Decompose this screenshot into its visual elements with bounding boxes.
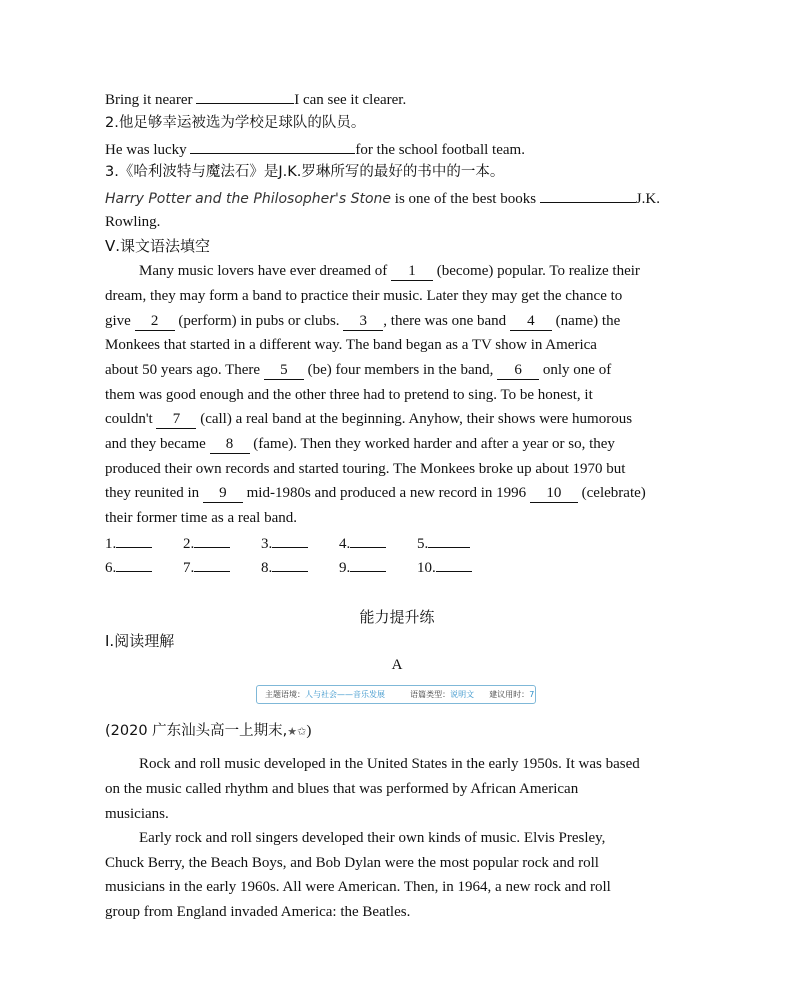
- q3-chinese: 3.《哈利波特与魔法石》是J.K.罗琳所写的最好的书中的一本。: [105, 164, 505, 180]
- passage-label: A: [391, 657, 403, 673]
- q3-english-cont: Rowling.: [105, 214, 161, 230]
- reading-heading: Ⅰ.阅读理解: [105, 632, 175, 650]
- blank-5[interactable]: 5: [264, 362, 304, 380]
- passage-info-banner: 主题语境：人与社会——音乐发展 语篇类型：说明文 建议用时：7: [256, 685, 536, 704]
- blank-2[interactable]: 2: [135, 313, 175, 331]
- q3-english: Harry Potter and the Philosopher's Stone is one of the best books J.K.: [105, 187, 660, 209]
- passage-line: dream, they may form a band to practice their music. Later they may get the chance to: [105, 288, 623, 304]
- section-v-heading: Ⅴ.课文语法填空: [105, 237, 211, 255]
- reading-line: on the music called rhythm and blues that was performed by African American: [105, 781, 579, 797]
- blank-8[interactable]: 8: [210, 436, 250, 454]
- passage-line: their former time as a real band.: [105, 510, 297, 526]
- passage-line: Many music lovers have ever dreamed of 1 (become) popular. To realize their: [139, 263, 640, 279]
- answer-blank[interactable]: [272, 533, 308, 548]
- answer-blank[interactable]: [196, 88, 294, 104]
- passage-line: Monkees that started in a different way. The band began as a TV show in America: [105, 337, 597, 353]
- answer-blank[interactable]: [194, 533, 230, 548]
- passage-line: produced their own records and started touring. The Monkees broke up about 1970 but: [105, 461, 626, 477]
- answer-cell[interactable]: 3.: [261, 533, 339, 554]
- reading-line: Rock and roll music developed in the United States in the early 1950s. It was based: [139, 756, 640, 772]
- blank-4[interactable]: 4: [510, 313, 552, 331]
- passage-line: about 50 years ago. There 5 (be) four members in the band, 6 only one of: [105, 362, 612, 378]
- passage-line: couldn't 7 (call) a real band at the beginning. Anyhow, their shows were humorous: [105, 411, 633, 427]
- answer-row-1: [105, 533, 495, 554]
- passage-line: them was good enough and the other three had to pretend to sing. To be honest, it: [105, 387, 593, 403]
- blank-3[interactable]: 3: [343, 313, 383, 331]
- answer-blank[interactable]: [350, 533, 386, 548]
- answer-blank[interactable]: [190, 138, 355, 154]
- book-title: Harry Potter and the Philosopher's Stone: [105, 191, 392, 207]
- reading-line: Early rock and roll singers developed their own kinds of music. Elvis Presley,: [139, 830, 606, 846]
- answer-blank[interactable]: [272, 557, 308, 572]
- reading-line: musicians.: [105, 806, 169, 822]
- reading-line: Chuck Berry, the Beach Boys, and Bob Dylan were the most popular rock and roll: [105, 855, 599, 871]
- answer-cell[interactable]: 9.: [339, 557, 417, 578]
- answer-blank[interactable]: [540, 187, 636, 203]
- passage-source: (2020 广东汕头高一上期末,★✩): [105, 721, 311, 742]
- reading-line: group from England invaded America: the Beatles.: [105, 904, 411, 920]
- answer-blank[interactable]: [194, 557, 230, 572]
- answer-blank[interactable]: [428, 533, 470, 548]
- answer-cell[interactable]: 8.: [261, 557, 339, 578]
- answer-row-2: [105, 557, 495, 578]
- answer-cell[interactable]: 10.: [417, 557, 495, 578]
- answer-blank[interactable]: [350, 557, 386, 572]
- q2-chinese: 2.他足够幸运被选为学校足球队的队员。: [105, 115, 366, 131]
- blank-6[interactable]: 6: [497, 362, 539, 380]
- blank-10[interactable]: 10: [530, 485, 578, 503]
- sentence-line-1: Bring it nearer I can see it clearer.: [105, 88, 406, 110]
- reading-line: musicians in the early 1960s. All were American. Then, in 1964, a new rock and roll: [105, 879, 611, 895]
- passage-line: give 2 (perform) in pubs or clubs. 3 , there was one band 4 (name) the: [105, 313, 621, 329]
- answer-blank[interactable]: [436, 557, 472, 572]
- answer-cell[interactable]: 5.: [417, 533, 495, 554]
- answer-cell[interactable]: 2.: [183, 533, 261, 554]
- answer-cell[interactable]: 1.: [105, 533, 183, 554]
- part-two-title: 能力提升练: [359, 608, 435, 626]
- blank-7[interactable]: 7: [156, 411, 196, 429]
- blank-9[interactable]: 9: [203, 485, 243, 503]
- answer-blank[interactable]: [116, 533, 152, 548]
- answer-cell[interactable]: 7.: [183, 557, 261, 578]
- answer-cell[interactable]: 4.: [339, 533, 417, 554]
- star-rating-icon: ★✩: [287, 726, 307, 738]
- q2-english: He was lucky for the school football team.: [105, 138, 525, 160]
- blank-1[interactable]: 1: [391, 263, 433, 281]
- passage-line: and they became 8 (fame). Then they worked harder and after a year or so, they: [105, 436, 615, 452]
- answer-blank[interactable]: [116, 557, 152, 572]
- passage-line: they reunited in 9 mid-1980s and produced a new record in 1996 10 (celebrate): [105, 485, 646, 501]
- answer-cell[interactable]: 6.: [105, 557, 183, 578]
